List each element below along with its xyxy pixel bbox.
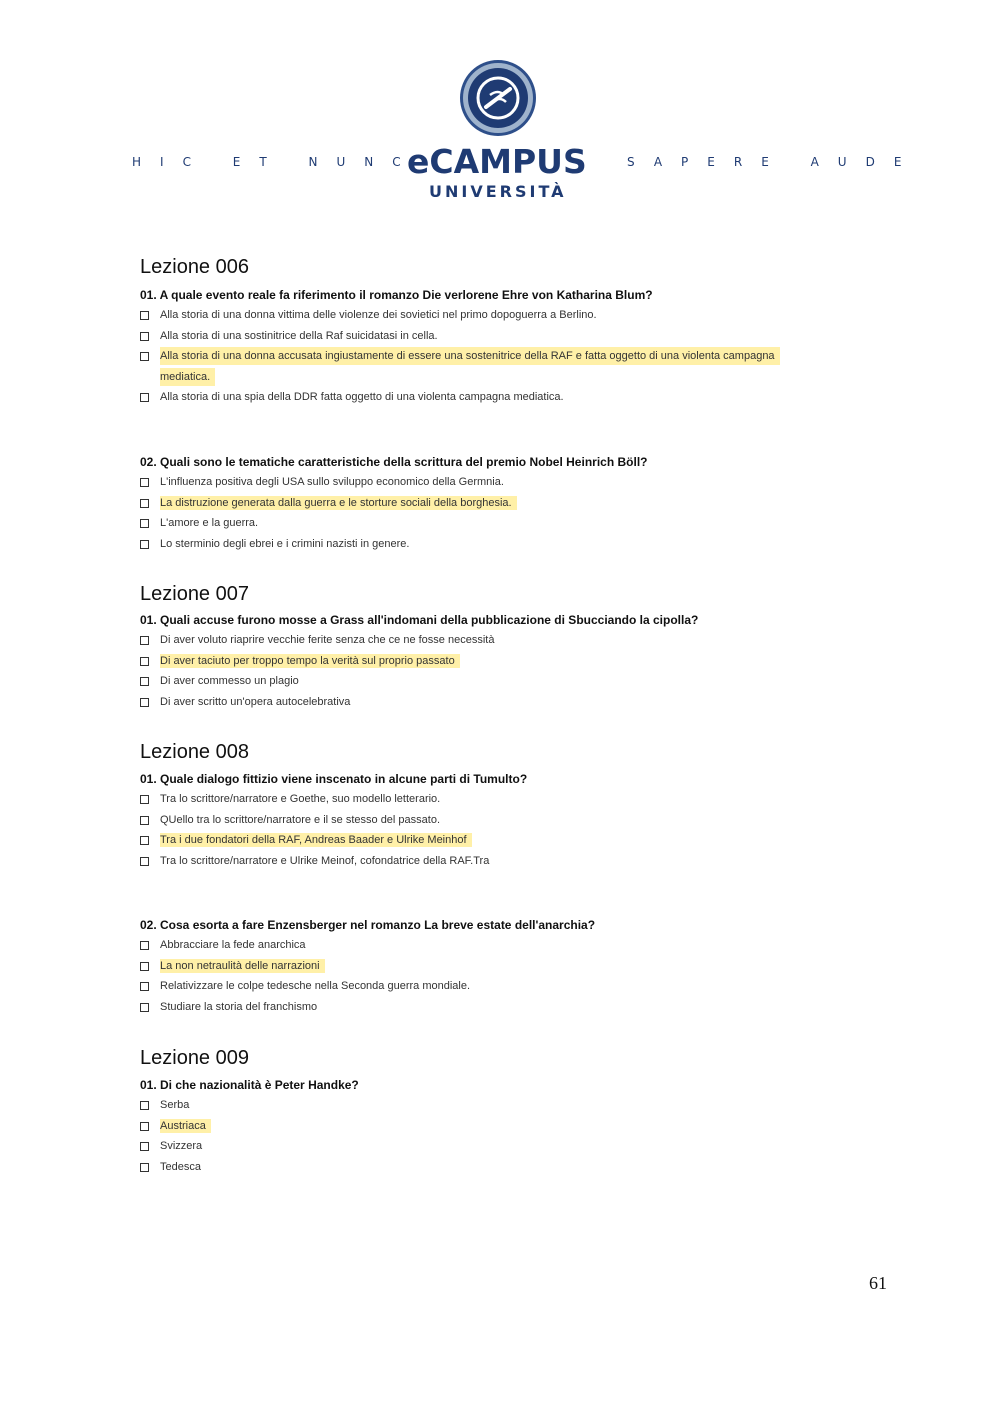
motto-right: SAPERE AUDE	[627, 155, 921, 169]
checkbox-icon[interactable]	[140, 1003, 149, 1012]
answer-text-value: Lo sterminio degli ebrei e i crimini nazisti in genere.	[160, 537, 410, 550]
page-number: 61	[869, 1273, 887, 1293]
lesson-title: Lezione 009	[140, 1047, 249, 1069]
logo-brand-text: eCAMPUS	[407, 142, 587, 181]
answer-text-value: L'influenza positiva degli USA sullo sviluppo economico della Germnia.	[160, 476, 504, 488]
checkbox-icon[interactable]	[140, 636, 149, 645]
answer-text	[160, 387, 564, 407]
checkbox-icon[interactable]	[140, 393, 149, 402]
answer-text-value: Alla storia di una sostinitrice della Raf suicidatasi in cella.	[160, 329, 438, 342]
answer-text	[160, 326, 438, 346]
answer-text-value: Alla storia di una donna vittima delle violenze dei sovietici nel primo dopoguerra a Berlino.	[160, 309, 597, 321]
answer-text-value: Tedesca	[160, 1160, 201, 1173]
checkbox-icon[interactable]	[140, 941, 149, 950]
answer-text-value: Di aver scritto un'opera autocelebrativa	[160, 695, 351, 708]
checkbox-icon[interactable]	[140, 836, 149, 845]
checkbox-icon[interactable]	[140, 982, 149, 991]
checkbox-icon[interactable]	[140, 795, 149, 804]
question-text: 02. Quali sono le tematiche caratteristiche della scrittura del premio Nobel Heinrich Böll?	[140, 455, 648, 469]
checkbox-icon[interactable]	[140, 352, 149, 361]
lesson-title: Lezione 008	[140, 741, 249, 763]
ecampus-logo	[400, 55, 600, 205]
question-text: 01. Quali accuse furono mosse a Grass all'indomani della pubblicazione di Sbucciando la cipolla?	[140, 613, 699, 627]
answer-text	[160, 830, 472, 850]
checkbox-icon[interactable]	[140, 1101, 149, 1110]
checkbox-icon[interactable]	[140, 478, 149, 487]
checkbox-icon[interactable]	[140, 962, 149, 971]
answer-text-highlighted: Alla storia di una donna accusata ingiustamente di essere una sostenitrice della RAF e fatta oggetto di una violenta campagna mediatica.	[160, 347, 780, 386]
answer-text-value: Relativizzare le colpe tedesche nella Seconda guerra mondiale.	[160, 980, 471, 992]
answer-text-highlighted: La non netraulità delle narrazioni	[160, 959, 325, 973]
checkbox-icon[interactable]	[140, 519, 149, 528]
answer-text-value: Alla storia di una spia della DDR fatta oggetto di una violenta campagna mediatica.	[160, 391, 564, 403]
checkbox-icon[interactable]	[140, 311, 149, 320]
answer-text	[160, 630, 494, 650]
answer-text-value: Di aver commesso un plagio	[160, 675, 299, 687]
question-text: 02. Cosa esorta a fare Enzensberger nel romanzo La breve estate dell'anarchia?	[140, 918, 596, 932]
answer-text	[160, 472, 504, 492]
answer-text	[160, 1095, 189, 1115]
answer-text	[160, 513, 258, 533]
answer-text-value: Svizzera	[160, 1140, 203, 1152]
checkbox-icon[interactable]	[140, 698, 149, 707]
answer-text-highlighted: Di aver taciuto per troppo tempo la verità sul proprio passato	[160, 654, 460, 668]
answer-text-highlighted: Tra i due fondatori della RAF, Andreas Baader e Ulrike Meinhof	[160, 833, 472, 847]
answer-text	[160, 346, 810, 388]
answer-text-highlighted: Austriaca	[160, 1119, 211, 1133]
answer-text	[160, 956, 325, 976]
answer-text	[160, 305, 597, 325]
answer-text	[160, 789, 440, 809]
answer-text-value: Di aver voluto riaprire vecchie ferite senza che ce ne fosse necessità	[160, 634, 495, 646]
checkbox-icon[interactable]	[140, 677, 149, 686]
answer-text-value: Abbracciare la fede anarchica	[160, 939, 306, 951]
answer-text-value: Tra lo scrittore/narratore e Goethe, suo modello letterario.	[160, 793, 441, 805]
answer-text	[160, 935, 306, 955]
answer-text-value: Tra lo scrittore/narratore e Ulrike Meinof, cofondatrice della RAF.Tra	[160, 854, 490, 867]
answer-text-value: Studiare la storia del franchismo	[160, 1000, 318, 1013]
answer-text-value: L'amore e la guerra.	[160, 517, 259, 529]
answer-text	[160, 1116, 211, 1136]
checkbox-icon[interactable]	[140, 332, 149, 341]
answer-text	[160, 671, 299, 691]
answer-text-highlighted: La distruzione generata dalla guerra e le storture sociali della borghesia.	[160, 496, 517, 510]
answer-text	[160, 851, 489, 871]
answer-text	[160, 692, 350, 712]
checkbox-icon[interactable]	[140, 1142, 149, 1151]
answer-text	[160, 534, 409, 554]
logo-sub-text: UNIVERSITÀ	[429, 182, 567, 201]
answer-text	[160, 493, 517, 513]
motto-left: HIC ET NUNC	[132, 155, 420, 169]
answer-text-value: QUello tra lo scrittore/narratore e il se stesso del passato.	[160, 813, 441, 826]
checkbox-icon[interactable]	[140, 540, 149, 549]
checkbox-icon[interactable]	[140, 857, 149, 866]
checkbox-icon[interactable]	[140, 657, 149, 666]
answer-text	[160, 997, 317, 1017]
checkbox-icon[interactable]	[140, 499, 149, 508]
lesson-title: Lezione 007	[140, 583, 249, 605]
checkbox-icon[interactable]	[140, 816, 149, 825]
answer-text	[160, 810, 440, 830]
answer-text	[160, 1136, 202, 1156]
checkbox-icon[interactable]	[140, 1122, 149, 1131]
question-text: 01. A quale evento reale fa riferimento il romanzo Die verlorene Ehre von Katharina Blum?	[140, 288, 653, 302]
answer-text	[160, 976, 470, 996]
checkbox-icon[interactable]	[140, 1163, 149, 1172]
page-header	[0, 0, 1000, 230]
answer-text-value: Serba	[160, 1099, 190, 1111]
logo-seal-icon	[460, 60, 536, 136]
lesson-title: Lezione 006	[140, 256, 249, 278]
answer-text	[160, 1157, 201, 1177]
question-text: 01. Quale dialogo fittizio viene inscenato in alcune parti di Tumulto?	[140, 772, 528, 786]
question-text: 01. Di che nazionalità è Peter Handke?	[140, 1078, 359, 1092]
answer-text	[160, 651, 460, 671]
